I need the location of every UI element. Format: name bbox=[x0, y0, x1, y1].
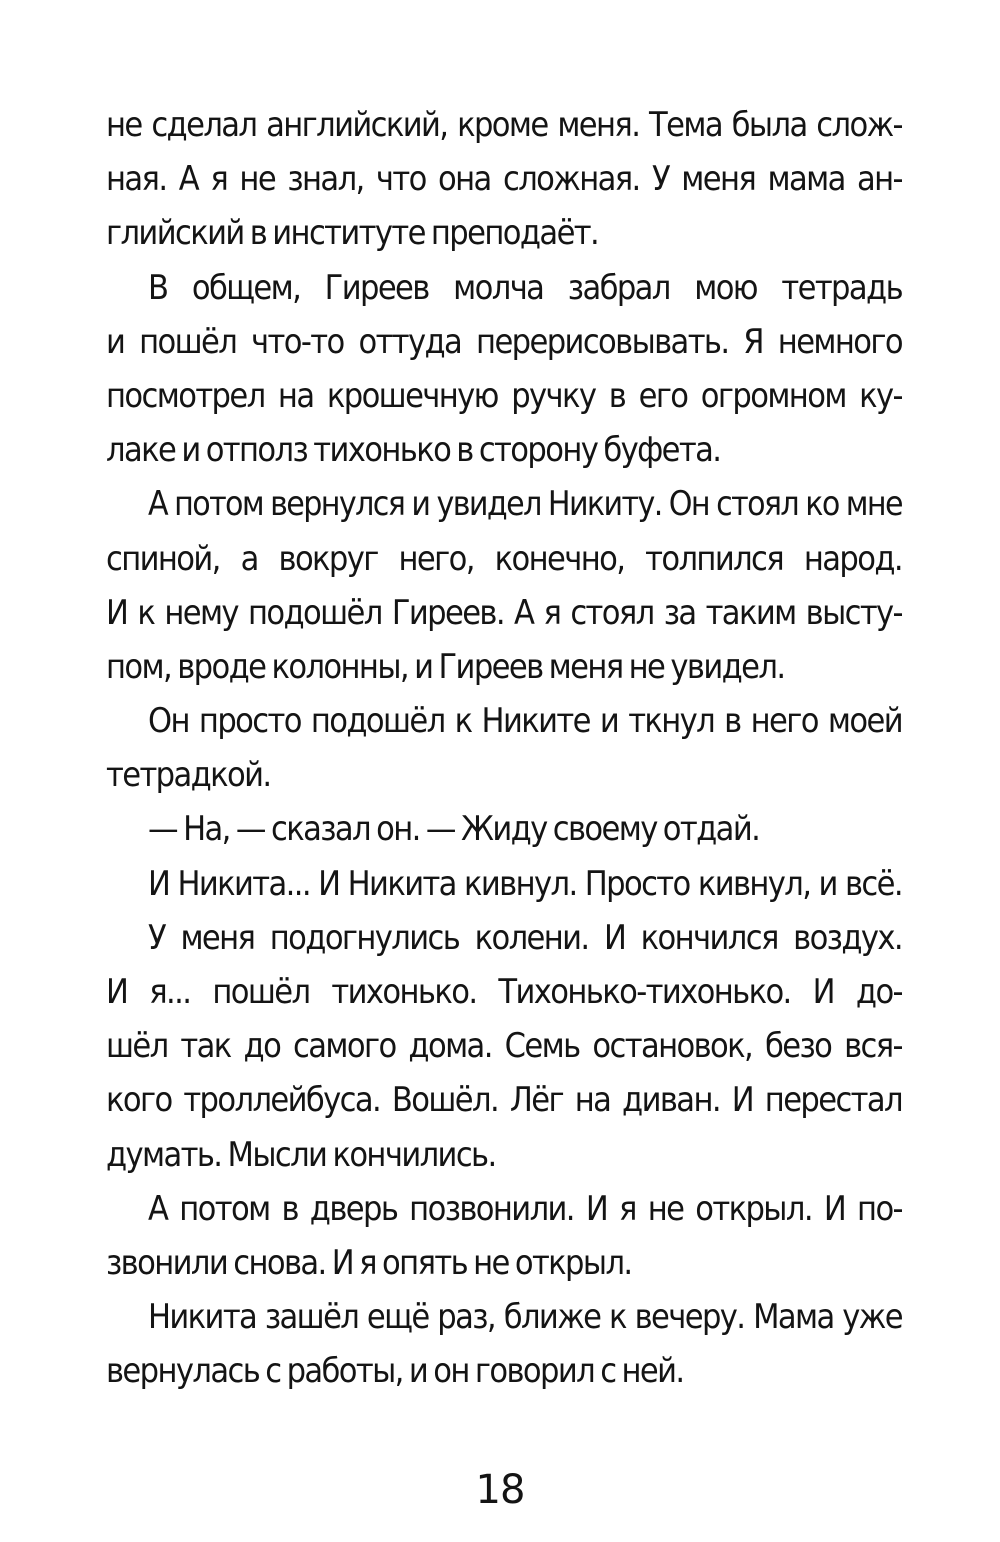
text-line: В общем, Гиреев молча забрал мою тетрадь bbox=[148, 267, 902, 308]
text-line: не сделал английский, кроме меня. Тема была слож- bbox=[106, 105, 902, 145]
text-line: — На, — сказал он. — Жиду своему отдай. bbox=[148, 809, 760, 850]
text-line: лаке и отполз тихонько в сторону буфета. bbox=[106, 430, 721, 471]
text-line: глийский в институте преподаёт. bbox=[106, 213, 599, 254]
text-line: и пошёл что-то оттуда перерисовывать. Я немного bbox=[106, 321, 902, 362]
text-line: пом, вроде колонны, и Гиреев меня не увидел. bbox=[106, 646, 785, 687]
text-line: И я... пошёл тихонько. Тихонько-тихонько. И до- bbox=[106, 972, 902, 1012]
text-line: И Никита... И Никита кивнул. Просто кивнул, и всё. bbox=[148, 863, 902, 904]
page-number: 18 bbox=[475, 1467, 525, 1513]
text-line: шёл так до самого дома. Семь остановок, безо вся- bbox=[106, 1026, 902, 1067]
text-line: тетрадкой. bbox=[106, 755, 271, 796]
text-line: И к нему подошёл Гиреев. А я стоял за таким высту- bbox=[106, 592, 902, 633]
text-line: У меня подогнулись колени. И кончился воздух. bbox=[148, 917, 902, 958]
text-line: А потом в дверь позвонили. И я не открыл. И по- bbox=[148, 1188, 902, 1229]
text-line: ная. А я не знал, что она сложная. У меня мама ан- bbox=[106, 159, 902, 200]
text-line: А потом вернулся и увидел Никиту. Он стоял ко мне bbox=[148, 484, 902, 524]
text-line: вернулась с работы, и он говорил с ней. bbox=[106, 1351, 684, 1392]
text-line: думать. Мысли кончились. bbox=[106, 1134, 496, 1175]
text-line: кого троллейбуса. Вошёл. Лёг на диван. И перестал bbox=[106, 1080, 902, 1121]
text-line: Он просто подошёл к Никите и ткнул в него моей bbox=[148, 701, 902, 742]
body-text bbox=[106, 98, 902, 1399]
text-line: звонили снова. И я опять не открыл. bbox=[106, 1242, 632, 1283]
text-line: посмотрел на крошечную ручку в его огромном ку- bbox=[106, 375, 902, 416]
text-line: Никита зашёл ещё раз, ближе к вечеру. Мама уже bbox=[148, 1297, 902, 1338]
text-line: спиной, а вокруг него, конечно, толпился народ. bbox=[106, 538, 902, 579]
